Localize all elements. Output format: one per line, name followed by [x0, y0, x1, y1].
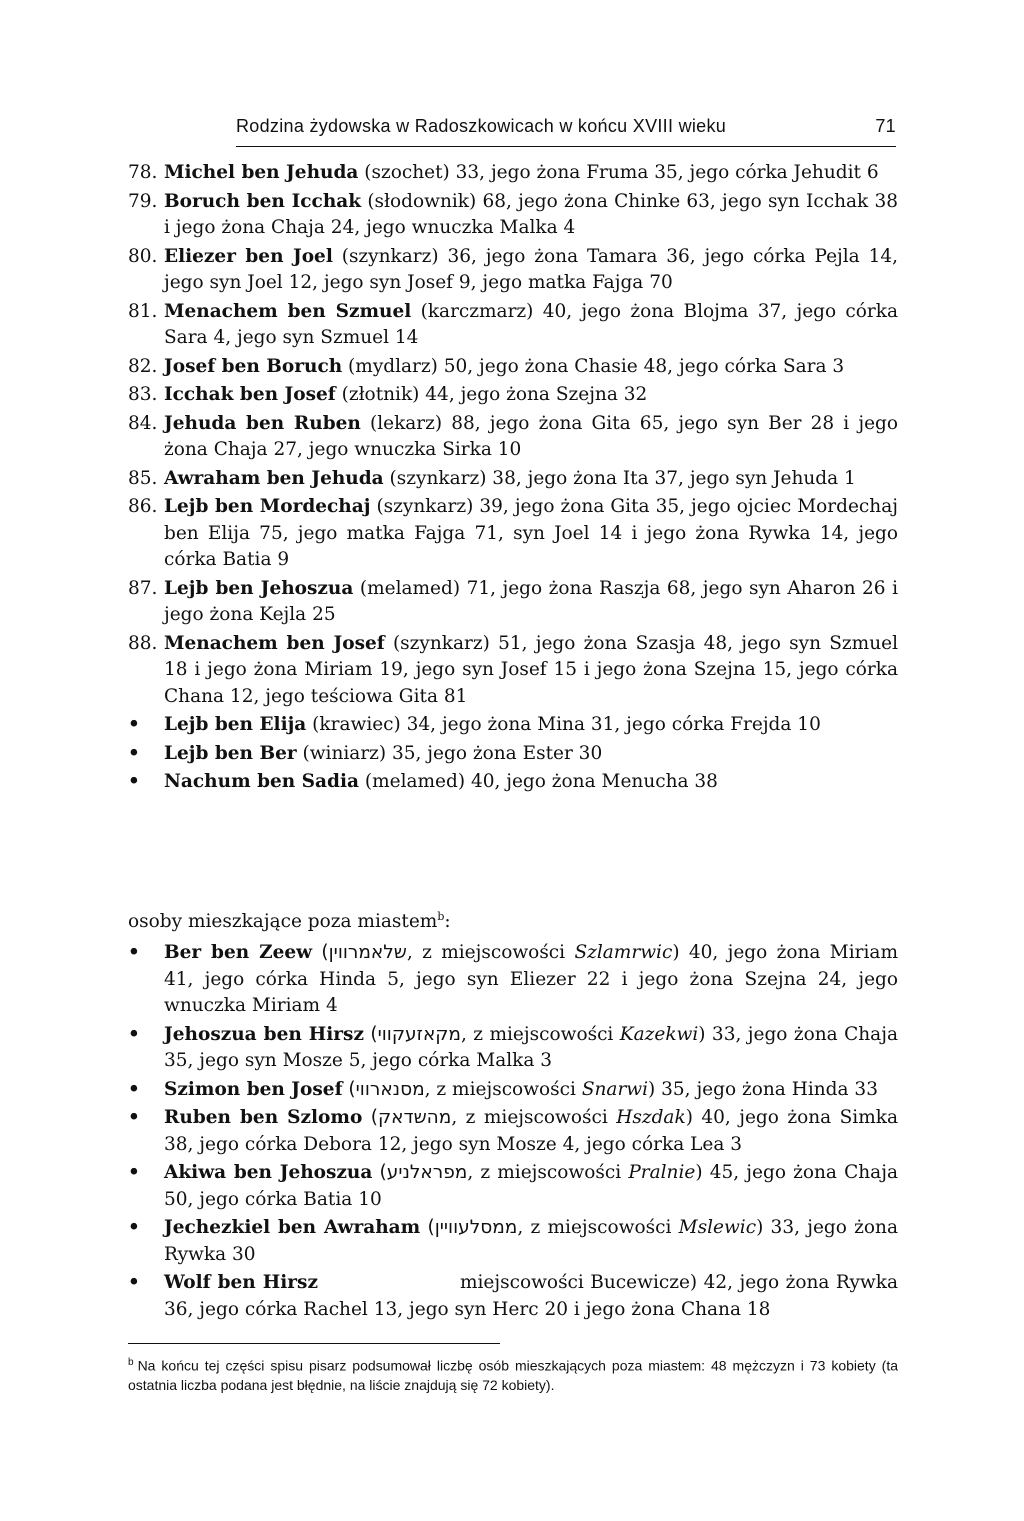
list-item: 80. Eliezer ben Joel (szynkarz) 36, jego żona Tamara 36, jego córka Pejla 14, jego syn Joel 12, jego syn Josef 9, jego matka Fajga 70 [128, 245, 898, 293]
person-name: Jehoszua ben Hirsz [164, 1023, 364, 1045]
list-item: • Ruben ben Szlomo (מהשדאק, z miejscowości Hszdak) 40, jego żona Simka 38, jego córka Debora 12, jego syn Mosze 4, jego córka Lea 3 [128, 1107, 898, 1155]
footnote-rule [128, 1343, 500, 1344]
list-item: 79. Boruch ben Icchak (słodownik) 68, jego żona Chinke 63, jego syn Icchak 38 i jego żona Chaja 24, jego wnuczka Malka 4 [128, 190, 898, 238]
header-rule [236, 146, 896, 147]
person-name: Eliezer ben Joel [164, 245, 333, 267]
person-name: Lejb ben Jehoszua [164, 577, 354, 599]
person-name: Josef ben Boruch [164, 355, 343, 377]
bullet-icon: • [128, 1107, 140, 1128]
person-name: Boruch ben Icchak [164, 190, 362, 212]
page-number: 71 [875, 116, 896, 136]
place-name: Pralnie [628, 1162, 696, 1183]
place-name: Mslewic [678, 1217, 757, 1238]
list-item: • Wolf ben Hirsz miejscowości Bucewicze) 42, jego żona Rywka 36, jego córka Rachel 13, jego syn Herc 20 i jego żona Chana 18 [128, 1272, 898, 1320]
footnote-text: Na końcu tej części spisu pisarz podsumował liczbę osób mieszkających poza miastem: 48 mężczyzn i 73 kobiety (ta ostatnia liczba podana jest błędnie, na liście znajdują się 72 kobiety). [128, 1357, 898, 1393]
list-item: 88. Menachem ben Josef (szynkarz) 51, jego żona Szasja 48, jego syn Szmuel 18 i jego żona Miriam 19, jego syn Josef 15 i jego żona Szejna 15, jego córka Chana 12, jego teściowa Gita 81 [128, 632, 898, 707]
person-name: Wolf ben Hirsz [164, 1272, 318, 1293]
section-heading: osoby mieszkające poza miastem$^b$: [128, 910, 451, 933]
place-name: Snarwi [581, 1078, 649, 1100]
list-item: 81. Menachem ben Szmuel (karczmarz) 40, jego żona Blojma 37, jego córka Sara 4, jego syn Szmuel 14 [128, 300, 898, 348]
person-name: Awraham ben Jehuda [164, 467, 384, 489]
list-item: 82. Josef ben Boruch (mydlarz) 50, jego żona Chasie 48, jego córka Sara 3 [128, 355, 845, 377]
bullet-icon: • [128, 1078, 140, 1100]
bullet-icon: • [128, 742, 140, 764]
household-list [128, 160, 898, 798]
running-head [236, 116, 896, 137]
person-name: Lejb ben Mordechaj [164, 496, 371, 517]
person-name: Ruben ben Szlomo [164, 1107, 363, 1128]
outside-household-list [128, 940, 898, 1325]
person-name: Menachem ben Szmuel [164, 300, 412, 322]
hebrew-place-name: (מהשדאק [362, 1107, 452, 1128]
person-name: Jechezkiel ben Awraham [164, 1217, 421, 1238]
hebrew-place-name: (שלאמרווין [312, 942, 407, 963]
list-item: 84. Jehuda ben Ruben (lekarz) 88, jego żona Gita 65, jego syn Ber 28 i jego żona Chaja 27, jego wnuczka Sirka 10 [128, 412, 898, 460]
running-title: Rodzina żydowska w Radoszkowicach w końcu XVIII wieku [236, 116, 727, 136]
person-name: Nachum ben Sadia [164, 771, 359, 792]
list-item: • Lejb ben Elija (krawiec) 34, jego żona Mina 31, jego córka Frejda 10 [128, 712, 898, 739]
hebrew-place-name: (ממסלעוויין [420, 1217, 518, 1238]
person-name: Menachem ben Josef [164, 632, 385, 654]
bullet-icon: • [128, 1217, 140, 1238]
list-item: • Jechezkiel ben Awraham (ממסלעוויין, z miejscowości Mslewic) 33, jego żona Rywka 30 [128, 1217, 898, 1265]
bullet-icon: • [128, 1162, 140, 1183]
bullet-icon: • [128, 771, 140, 792]
bullet-icon: • [128, 714, 140, 735]
list-item: 87. Lejb ben Jehoszua (melamed) 71, jego żona Raszja 68, jego syn Aharon 26 i jego żona Kejla 25 [128, 577, 898, 625]
list-item: 86. Lejb ben Mordechaj (szynkarz) 39, jego żona Gita 35, jego ojciec Mordechaj ben Elija 75, jego matka Fajga 71, syn Joel 14 i jego żona Rywka 14, jego córka Batia 9 [128, 496, 898, 570]
place-name: Kazekwi [619, 1023, 699, 1045]
person-name: Szimon ben Josef [164, 1078, 343, 1100]
person-name: Jehuda ben Ruben [164, 412, 361, 434]
list-item: • Szimon ben Josef (מסנארווי, z miejscowości Snarwi) 35, jego żona Hinda 33 [128, 1077, 898, 1104]
list-item: • Nachum ben Sadia (melamed) 40, jego żona Menucha 38 [128, 769, 898, 796]
list-item: • Jehoszua ben Hirsz (מקאזעקווי, z miejscowości Kazekwi) 33, jego żona Chaja 35, jego syn Mosze 5, jego córka Malka 3 [128, 1023, 898, 1071]
person-name: Michel ben Jehuda [164, 162, 359, 183]
place-name: Szlamrwic [574, 942, 673, 963]
person-name: Lejb ben Elija [164, 714, 307, 735]
bullet-icon: • [128, 1272, 140, 1293]
person-name: Lejb ben Ber [164, 742, 297, 764]
hebrew-place-name: (מסנארווי [342, 1078, 425, 1100]
person-name: Icchak ben Josef [164, 384, 336, 405]
footnote-reference: b [437, 910, 445, 923]
footnote-mark: b [128, 1357, 134, 1368]
list-item: 83. Icchak ben Josef (złotnik) 44, jego żona Szejna 32 [128, 384, 648, 405]
list-item: 85. Awraham ben Jehuda (szynkarz) 38, jego żona Ita 37, jego syn Jehuda 1 [128, 467, 856, 489]
hebrew-place-name: (מקאזעקווי [363, 1023, 461, 1045]
person-name: Ber ben Zeew [164, 942, 313, 963]
list-item: • Akiwa ben Jehoszua (מפראלניע, z miejscowości Pralnie) 45, jego żona Chaja 50, jego córka Batia 10 [128, 1162, 898, 1210]
footnote [128, 1353, 898, 1395]
hebrew-place-name: (מפראלניע [372, 1162, 468, 1183]
place-name: Hszdak [616, 1107, 686, 1128]
person-name: Akiwa ben Jehoszua [164, 1162, 373, 1183]
list-item: • Ber ben Zeew (שלאמרווין, z miejscowości Szlamrwic) 40, jego żona Miriam 41, jego córka Hinda 5, jego syn Eliezer 22 i jego żona Szejna 24, jego wnuczka Miriam 4 [128, 942, 898, 1016]
bullet-icon: • [128, 1023, 140, 1045]
list-item: • Lejb ben Ber (winiarz) 35, jego żona Ester 30 [128, 741, 898, 768]
bullet-icon: • [128, 942, 140, 963]
list-item: 78. Michel ben Jehuda (szochet) 33, jego żona Fruma 35, jego córka Jehudit 6 [128, 162, 879, 183]
